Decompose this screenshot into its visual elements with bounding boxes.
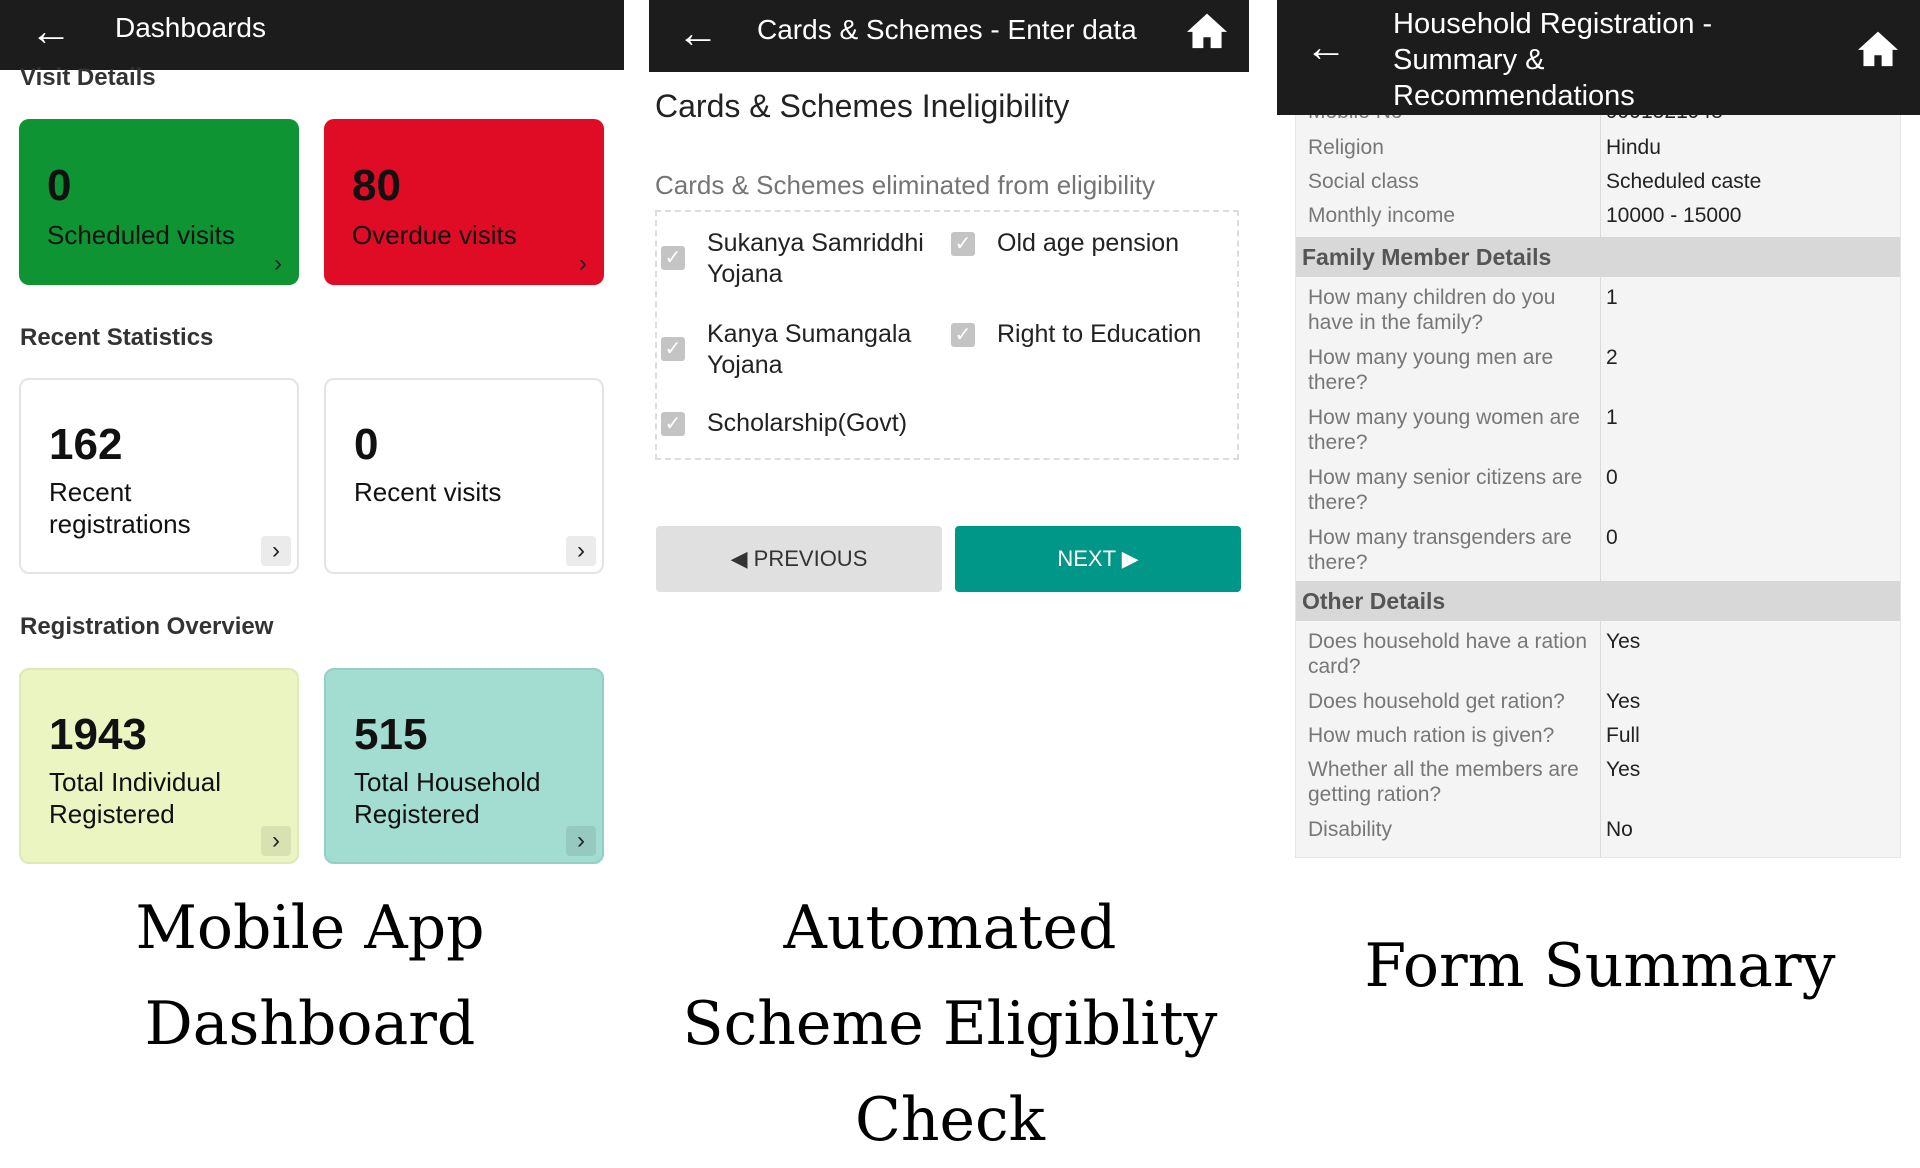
scheme-label: Right to Education <box>997 320 1202 348</box>
summary-app-bar <box>1277 0 1920 115</box>
row-answer: Yes <box>1606 630 1641 653</box>
other-details-section <box>1296 581 1900 621</box>
row-question: Disability <box>1308 818 1393 841</box>
home-icon[interactable] <box>1856 28 1900 68</box>
scheduled-visits-card[interactable] <box>19 119 299 285</box>
checkbox-checked-icon[interactable]: ✓ <box>661 412 685 436</box>
family-member-details-section <box>1296 237 1900 277</box>
row-answer: 10000 - 15000 <box>1606 204 1742 227</box>
dashboard-title: Dashboards <box>115 12 266 43</box>
scheme-checkbox-right-to-education[interactable] <box>954 319 1237 350</box>
next-button-label: NEXT <box>1057 546 1116 571</box>
recent-registrations-count: 162 <box>49 420 123 469</box>
row-answer: Hindu <box>1606 136 1661 159</box>
row-question: Whether all the members are getting ration? <box>1308 758 1579 806</box>
dashboard-caption: Mobile App Dashboard <box>135 893 485 1059</box>
recent-visits-card[interactable] <box>324 378 604 574</box>
row-answer: Yes <box>1606 690 1641 713</box>
scheme-label: Old age pension <box>997 229 1180 257</box>
checkbox-checked-icon[interactable]: ✓ <box>951 323 975 347</box>
visit-details-heading: Visit Details <box>20 64 156 91</box>
total-individual-count: 1943 <box>49 710 147 759</box>
schemes-subheading: Cards & Schemes eliminated from eligibility <box>655 170 1155 200</box>
chevron-right-icon[interactable]: › <box>274 250 282 277</box>
row-answer: Full <box>1606 724 1640 747</box>
scheme-label: Scholarship(Govt) <box>707 409 908 437</box>
dashboard-panel <box>0 0 624 880</box>
total-household-label: Total Household Registered <box>354 767 541 829</box>
scheme-checkbox-kanya-sumangala[interactable] <box>664 319 937 381</box>
checkbox-checked-icon[interactable]: ✓ <box>661 246 685 270</box>
row-question: How many young women are there? <box>1308 406 1580 454</box>
row-question: How many transgenders are there? <box>1308 526 1572 574</box>
scheme-label: Kanya Sumangala Yojana <box>707 320 912 379</box>
row-answer: No <box>1606 818 1633 841</box>
row-question: Religion <box>1308 136 1384 159</box>
scheme-label: Sukanya Samriddhi Yojana <box>707 229 924 288</box>
column-divider <box>1600 113 1601 857</box>
recent-statistics-heading: Recent Statistics <box>20 324 214 351</box>
row-answer: 1 <box>1606 286 1618 309</box>
registration-overview-heading: Registration Overview <box>20 613 274 640</box>
section-title: Other Details <box>1302 588 1446 614</box>
back-arrow-icon[interactable]: ← <box>1305 23 1347 70</box>
previous-button-label: PREVIOUS <box>753 546 868 571</box>
previous-button[interactable] <box>656 526 942 592</box>
row-question: How much ration is given? <box>1308 724 1555 747</box>
next-button[interactable] <box>955 526 1241 592</box>
dashboard-app-bar <box>0 0 624 70</box>
total-household-card[interactable] <box>324 668 604 864</box>
chevron-right-icon[interactable]: › <box>261 536 291 566</box>
row-question: How many senior citizens are there? <box>1308 466 1583 514</box>
scheduled-visits-count: 0 <box>47 161 72 210</box>
section-title: Family Member Details <box>1302 244 1552 270</box>
scheme-checkbox-sukanya[interactable] <box>664 228 937 290</box>
row-answer: 2 <box>1606 346 1618 369</box>
total-household-count: 515 <box>354 710 428 759</box>
row-question: How many young men are there? <box>1308 346 1554 394</box>
skip-next-icon: ▶︎ <box>1121 546 1139 571</box>
skip-previous-icon: ◀︎ <box>730 546 748 571</box>
row-question: How many children do you have in the family? <box>1308 286 1556 334</box>
recent-registrations-card[interactable] <box>19 378 299 574</box>
scheme-checkbox-old-age-pension[interactable] <box>954 228 1227 259</box>
row-answer: 1 <box>1606 406 1618 429</box>
chevron-right-icon[interactable]: › <box>261 826 291 856</box>
chevron-right-icon[interactable]: › <box>566 536 596 566</box>
row-answer: Scheduled caste <box>1606 170 1762 193</box>
checkbox-checked-icon[interactable]: ✓ <box>661 337 685 361</box>
overdue-visits-label: Overdue visits <box>352 220 517 250</box>
summary-caption: Form Summary <box>1364 931 1836 1001</box>
recent-visits-label: Recent visits <box>354 477 502 507</box>
summary-table <box>1295 112 1901 858</box>
row-answer: Yes <box>1606 758 1641 781</box>
back-arrow-icon[interactable]: ← <box>677 9 719 56</box>
recent-visits-count: 0 <box>354 420 379 469</box>
total-individual-label: Total Individual Registered <box>49 767 221 829</box>
scheme-checkbox-scholarship[interactable] <box>664 408 967 439</box>
row-question: Does household have a ration card? <box>1308 630 1588 678</box>
scheduled-visits-label: Scheduled visits <box>47 220 235 250</box>
checkbox-checked-icon[interactable]: ✓ <box>951 232 975 256</box>
overdue-visits-card[interactable] <box>324 119 604 285</box>
chevron-right-icon[interactable]: › <box>579 250 587 277</box>
schemes-app-bar <box>649 0 1249 72</box>
summary-title: Household Registration - Summary & Recommendations <box>1393 8 1713 112</box>
ineligible-schemes-list <box>655 210 1239 460</box>
schemes-caption: Automated Scheme Eligiblity Check <box>682 893 1218 1155</box>
row-answer: 0 <box>1606 466 1618 489</box>
chevron-right-icon[interactable]: › <box>566 826 596 856</box>
row-question: Social class <box>1308 170 1419 193</box>
overdue-visits-count: 80 <box>352 161 401 210</box>
back-arrow-icon[interactable]: ← <box>30 7 72 54</box>
summary-panel <box>1277 0 1920 880</box>
row-question: Monthly income <box>1308 204 1456 227</box>
recent-registrations-label: Recent registrations <box>49 477 191 539</box>
total-individual-card[interactable] <box>19 668 299 864</box>
schemes-title: Cards & Schemes - Enter data <box>757 14 1137 45</box>
schemes-panel <box>649 0 1249 880</box>
schemes-heading: Cards & Schemes Ineligibility <box>655 88 1070 124</box>
home-icon[interactable] <box>1185 10 1229 50</box>
row-question: Does household get ration? <box>1308 690 1565 713</box>
row-answer: 0 <box>1606 526 1618 549</box>
